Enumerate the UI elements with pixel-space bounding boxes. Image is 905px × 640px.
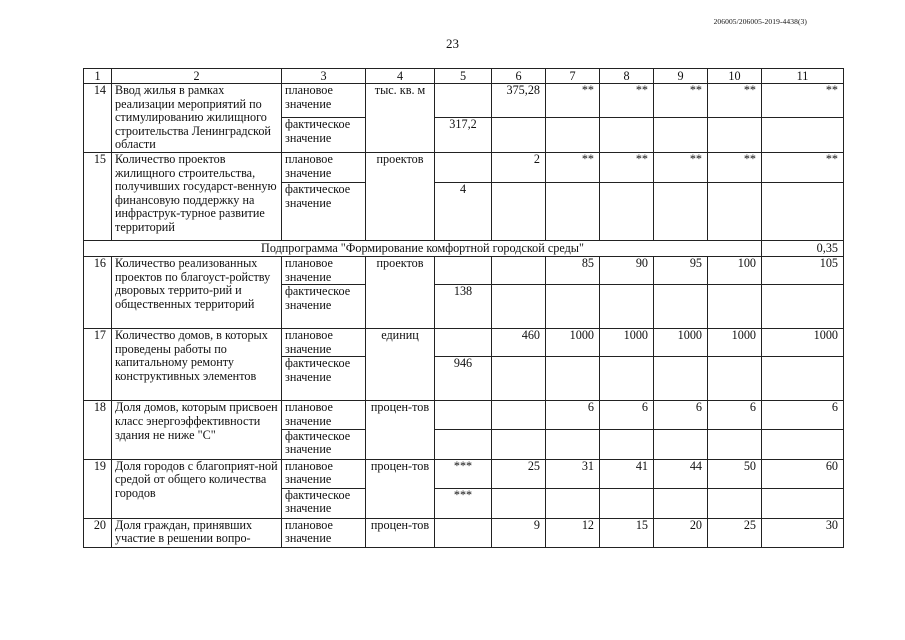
plan-value: 60 — [762, 459, 844, 488]
header-cell: 7 — [546, 69, 600, 84]
fact-value — [762, 429, 844, 459]
header-cell: 5 — [435, 69, 492, 84]
plan-value: 1000 — [600, 329, 654, 357]
document-id: 206005/206005-2019-4438(3) — [713, 17, 807, 26]
unit-cell: единиц — [366, 329, 435, 401]
plan-value: 25 — [708, 518, 762, 547]
plan-value: 375,28 — [492, 84, 546, 118]
fact-value — [708, 357, 762, 401]
table-row — [84, 459, 844, 488]
plan-value — [435, 152, 492, 182]
plan-value — [492, 401, 546, 429]
plan-value: ** — [762, 84, 844, 118]
plan-value: ** — [708, 152, 762, 182]
header-cell: 2 — [112, 69, 282, 84]
fact-value — [654, 429, 708, 459]
fact-value — [600, 488, 654, 518]
plan-value: 100 — [708, 256, 762, 284]
plan-value: 30 — [762, 518, 844, 547]
row-number: 19 — [84, 459, 112, 518]
header-cell: 6 — [492, 69, 546, 84]
page-number: 23 — [446, 36, 459, 51]
fact-value — [546, 429, 600, 459]
plan-value: 1000 — [762, 329, 844, 357]
plan-value: ** — [546, 152, 600, 182]
plan-value: 20 — [654, 518, 708, 547]
fact-label: фактическое значение — [282, 429, 366, 459]
fact-value — [492, 118, 546, 152]
fact-value — [654, 357, 708, 401]
subprogram-weight: 0,35 — [762, 240, 844, 256]
plan-value: ** — [708, 84, 762, 118]
plan-value: 2 — [492, 152, 546, 182]
fact-value — [435, 429, 492, 459]
row-number: 20 — [84, 518, 112, 547]
plan-value: 460 — [492, 329, 546, 357]
fact-value: 4 — [435, 182, 492, 240]
fact-label: фактическое значение — [282, 488, 366, 518]
header-cell: 9 — [654, 69, 708, 84]
plan-value: 6 — [654, 401, 708, 429]
plan-value: ** — [654, 152, 708, 182]
indicator-name: Количество проектов жилищного строительства, получивших государст-венную финансовую поддержку на инфраструк-турное развитие территорий — [112, 152, 282, 240]
plan-value — [435, 84, 492, 118]
fact-value — [546, 285, 600, 329]
plan-value: ** — [600, 84, 654, 118]
table-row — [84, 84, 844, 118]
header-row — [84, 69, 844, 84]
fact-label: фактическое значение — [282, 118, 366, 152]
row-number: 15 — [84, 152, 112, 240]
fact-value — [600, 357, 654, 401]
plan-label: плановое значение — [282, 329, 366, 357]
indicator-name: Количество домов, в которых проведены работы по капитальному ремонту конструктивных элементов — [112, 329, 282, 401]
plan-value: ** — [654, 84, 708, 118]
unit-cell: тыс. кв. м — [366, 84, 435, 153]
fact-value — [708, 182, 762, 240]
plan-value: 44 — [654, 459, 708, 488]
plan-value: 105 — [762, 256, 844, 284]
fact-value — [546, 357, 600, 401]
plan-label: плановое значение — [282, 518, 366, 547]
fact-value — [600, 182, 654, 240]
fact-value — [654, 285, 708, 329]
plan-label: плановое значение — [282, 84, 366, 118]
unit-cell: проектов — [366, 152, 435, 240]
plan-value: 1000 — [546, 329, 600, 357]
subprogram-row — [84, 240, 844, 256]
fact-value: *** — [435, 488, 492, 518]
plan-value: 15 — [600, 518, 654, 547]
subprogram-title: Подпрограмма "Формирование комфортной городской среды" — [84, 240, 762, 256]
fact-value — [546, 488, 600, 518]
indicator-name: Доля граждан, принявших участие в решении вопро- — [112, 518, 282, 547]
fact-value — [654, 118, 708, 152]
fact-value — [708, 429, 762, 459]
row-number: 18 — [84, 401, 112, 459]
unit-cell: процен-тов — [366, 401, 435, 459]
header-cell: 1 — [84, 69, 112, 84]
fact-value — [546, 118, 600, 152]
indicator-name: Доля городов с благоприят-ной средой от общего количества городов — [112, 459, 282, 518]
unit-cell: процен-тов — [366, 459, 435, 518]
fact-value — [600, 429, 654, 459]
table-row — [84, 518, 844, 547]
plan-value: ** — [600, 152, 654, 182]
fact-value: 317,2 — [435, 118, 492, 152]
fact-value — [492, 285, 546, 329]
fact-value — [762, 182, 844, 240]
fact-value — [654, 182, 708, 240]
fact-value: 138 — [435, 285, 492, 329]
header-cell: 8 — [600, 69, 654, 84]
fact-value — [492, 429, 546, 459]
fact-label: фактическое значение — [282, 285, 366, 329]
indicator-name: Ввод жилья в рамках реализации мероприятий по стимулированию жилищного строительства Ленинградской области — [112, 84, 282, 153]
plan-value — [435, 401, 492, 429]
plan-value — [492, 256, 546, 284]
plan-value: 1000 — [708, 329, 762, 357]
fact-label: фактическое значение — [282, 182, 366, 240]
indicator-name: Доля домов, которым присвоен класс энергоэффективности здания не ниже "С" — [112, 401, 282, 459]
plan-value: ** — [546, 84, 600, 118]
header-cell: 11 — [762, 69, 844, 84]
plan-value: 1000 — [654, 329, 708, 357]
table-row — [84, 152, 844, 182]
fact-value — [600, 285, 654, 329]
fact-value — [654, 488, 708, 518]
fact-value — [762, 118, 844, 152]
row-number: 14 — [84, 84, 112, 153]
plan-value: *** — [435, 459, 492, 488]
plan-label: плановое значение — [282, 459, 366, 488]
plan-value: 41 — [600, 459, 654, 488]
plan-value: 6 — [600, 401, 654, 429]
fact-value — [600, 118, 654, 152]
fact-value — [708, 488, 762, 518]
plan-value: 6 — [708, 401, 762, 429]
fact-value — [492, 488, 546, 518]
plan-value: ** — [762, 152, 844, 182]
fact-value — [762, 488, 844, 518]
fact-value — [492, 182, 546, 240]
indicator-name: Количество реализованных проектов по благоуст-ройству дворовых террито-рий и общественных территорий — [112, 256, 282, 328]
plan-value — [435, 518, 492, 547]
table-row — [84, 256, 844, 284]
plan-value: 9 — [492, 518, 546, 547]
plan-value — [435, 256, 492, 284]
indicators-table — [83, 68, 844, 548]
plan-value: 12 — [546, 518, 600, 547]
fact-value — [708, 118, 762, 152]
row-number: 17 — [84, 329, 112, 401]
plan-value: 6 — [546, 401, 600, 429]
plan-value: 85 — [546, 256, 600, 284]
plan-label: плановое значение — [282, 152, 366, 182]
fact-value: 946 — [435, 357, 492, 401]
fact-value — [492, 357, 546, 401]
plan-value: 6 — [762, 401, 844, 429]
plan-value: 50 — [708, 459, 762, 488]
fact-label: фактическое значение — [282, 357, 366, 401]
fact-value — [762, 285, 844, 329]
row-number: 16 — [84, 256, 112, 328]
fact-value — [762, 357, 844, 401]
plan-value: 25 — [492, 459, 546, 488]
header-cell: 3 — [282, 69, 366, 84]
table-row — [84, 401, 844, 429]
plan-value: 31 — [546, 459, 600, 488]
fact-value — [708, 285, 762, 329]
unit-cell: процен-тов — [366, 518, 435, 547]
unit-cell: проектов — [366, 256, 435, 328]
plan-label: плановое значение — [282, 401, 366, 429]
plan-value — [435, 329, 492, 357]
header-cell: 10 — [708, 69, 762, 84]
plan-value: 90 — [600, 256, 654, 284]
plan-label: плановое значение — [282, 256, 366, 284]
fact-value — [546, 182, 600, 240]
plan-value: 95 — [654, 256, 708, 284]
table-row — [84, 329, 844, 357]
header-cell: 4 — [366, 69, 435, 84]
